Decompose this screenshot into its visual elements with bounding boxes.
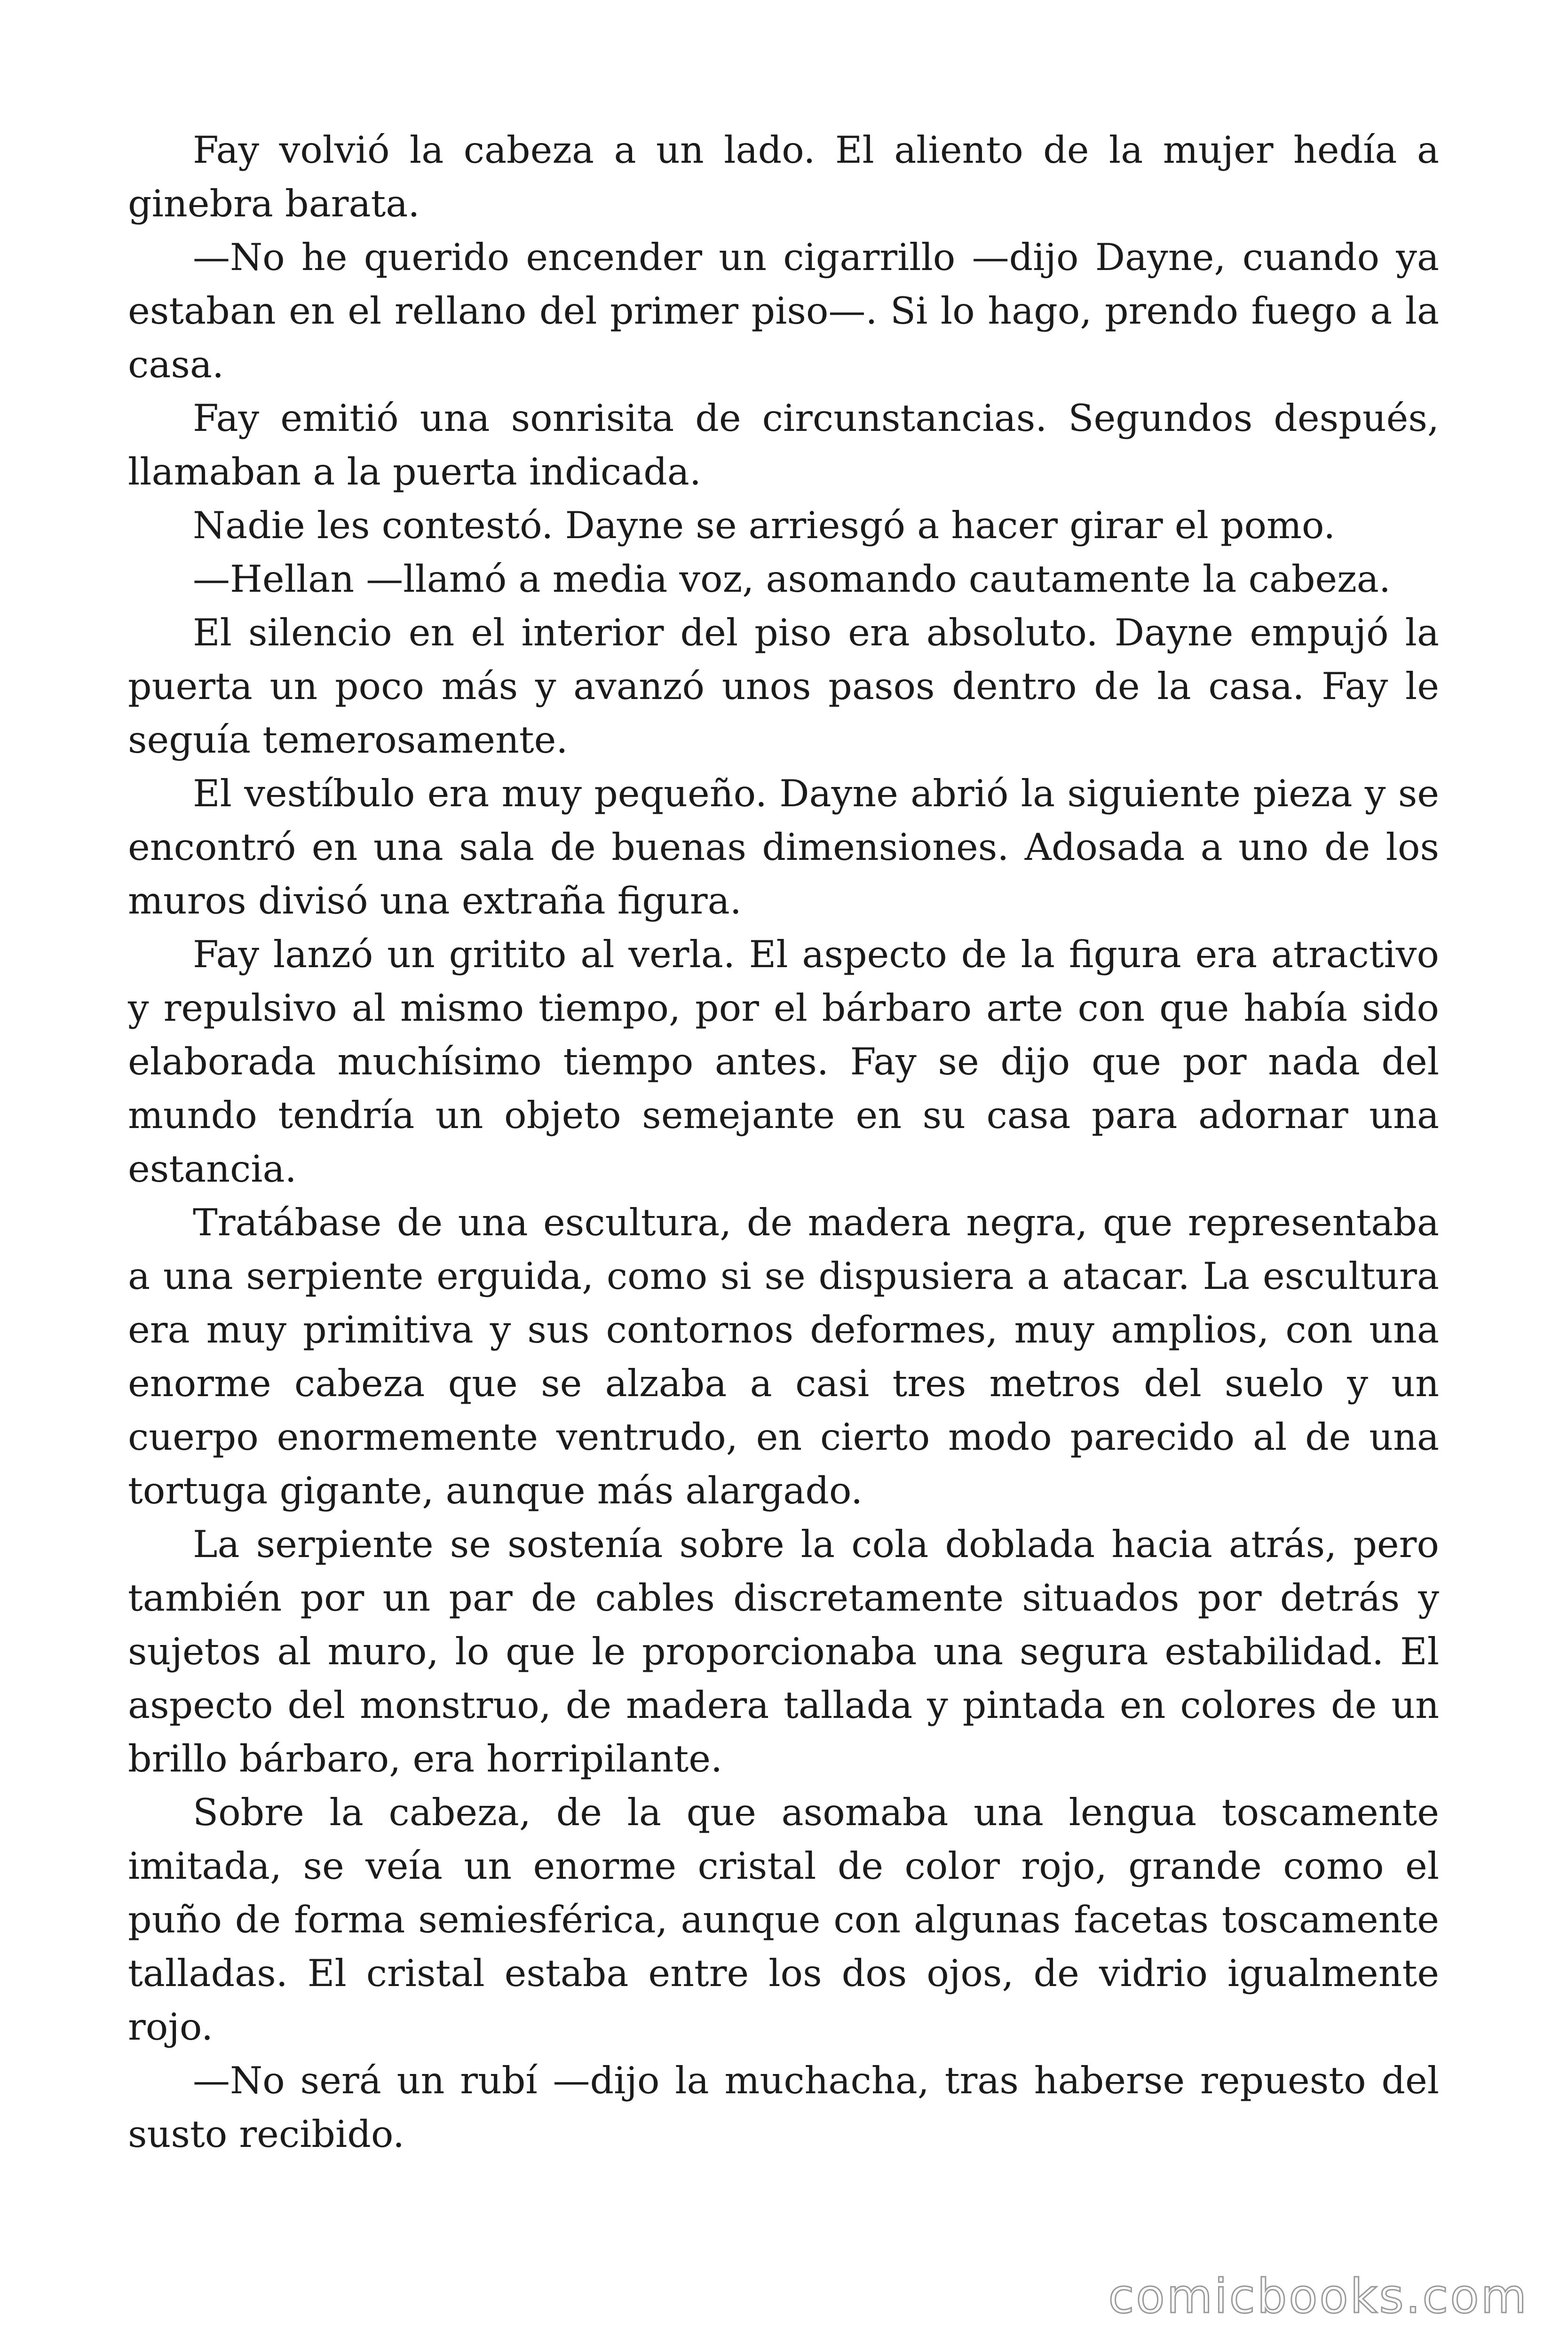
paragraph: —No será un rubí —dijo la muchacha, tras haberse repuesto del susto recibido. <box>128 2059 1439 2156</box>
paragraph: El silencio en el interior del piso era absoluto. Dayne empujó la puerta un poco más y avanzó unos pasos dentro de la casa. Fay le seguía temerosamente. <box>128 611 1439 762</box>
body-text <box>128 123 1439 2161</box>
paragraph: Fay lanzó un gritito al verla. El aspecto de la figura era atractivo y repulsivo al mismo tiempo, por el bárbaro arte con que había sido elaborada muchísimo tiempo antes. Fay se dijo que por nada del mundo tendría un objeto semejante en su casa para adornar una estancia. <box>128 933 1439 1191</box>
paragraph: El vestíbulo era muy pequeño. Dayne abrió la siguiente pieza y se encontró en una sala de buenas dimensiones. Adosada a uno de los muros divisó una extraña figura. <box>128 772 1439 922</box>
paragraph: Sobre la cabeza, de la que asomaba una lengua toscamente imitada, se veía un enorme cristal de color rojo, grande como el puño de forma semiesférica, aunque con algunas facetas toscamente talladas. El cristal estaba entre los dos ojos, de vidrio igualmente rojo. <box>128 1791 1439 2049</box>
paragraph: —No he querido encender un cigarrillo —dijo Dayne, cuando ya estaban en el rellano del primer piso—. Si lo hago, prendo fuego a la casa. <box>128 236 1439 386</box>
paragraph: —Hellan —llamó a media voz, asomando cautamente la cabeza. <box>193 557 1391 601</box>
paragraph: Fay volvió la cabeza a un lado. El aliento de la mujer hedía a ginebra barata. <box>128 128 1439 225</box>
paragraph: Nadie les contestó. Dayne se arriesgó a hacer girar el pomo. <box>193 504 1336 547</box>
paragraph: Tratábase de una escultura, de madera negra, que representaba a una serpiente erguida, como si se dispusiera a atacar. La escultura era muy primitiva y sus contornos deformes, muy amplios, con una enorme cabeza que se alzaba a casi tres metros del suelo y un cuerpo enormemente ventrudo, en cierto modo parecido al de una tortuga gigante, aunque más alargado. <box>128 1201 1439 1512</box>
watermark: comicbooks.com <box>1108 2269 1528 2324</box>
paragraph: La serpiente se sostenía sobre la cola doblada hacia atrás, pero también por un par de cables discretamente situados por detrás y sujetos al muro, lo que le proporcionaba una segura estabilidad. El aspecto del monstruo, de madera tallada y pintada en colores de un brillo bárbaro, era horripilante. <box>128 1523 1439 1780</box>
paragraph: Fay emitió una sonrisita de circunstancias. Segundos después, llamaban a la puerta indicada. <box>128 397 1439 493</box>
